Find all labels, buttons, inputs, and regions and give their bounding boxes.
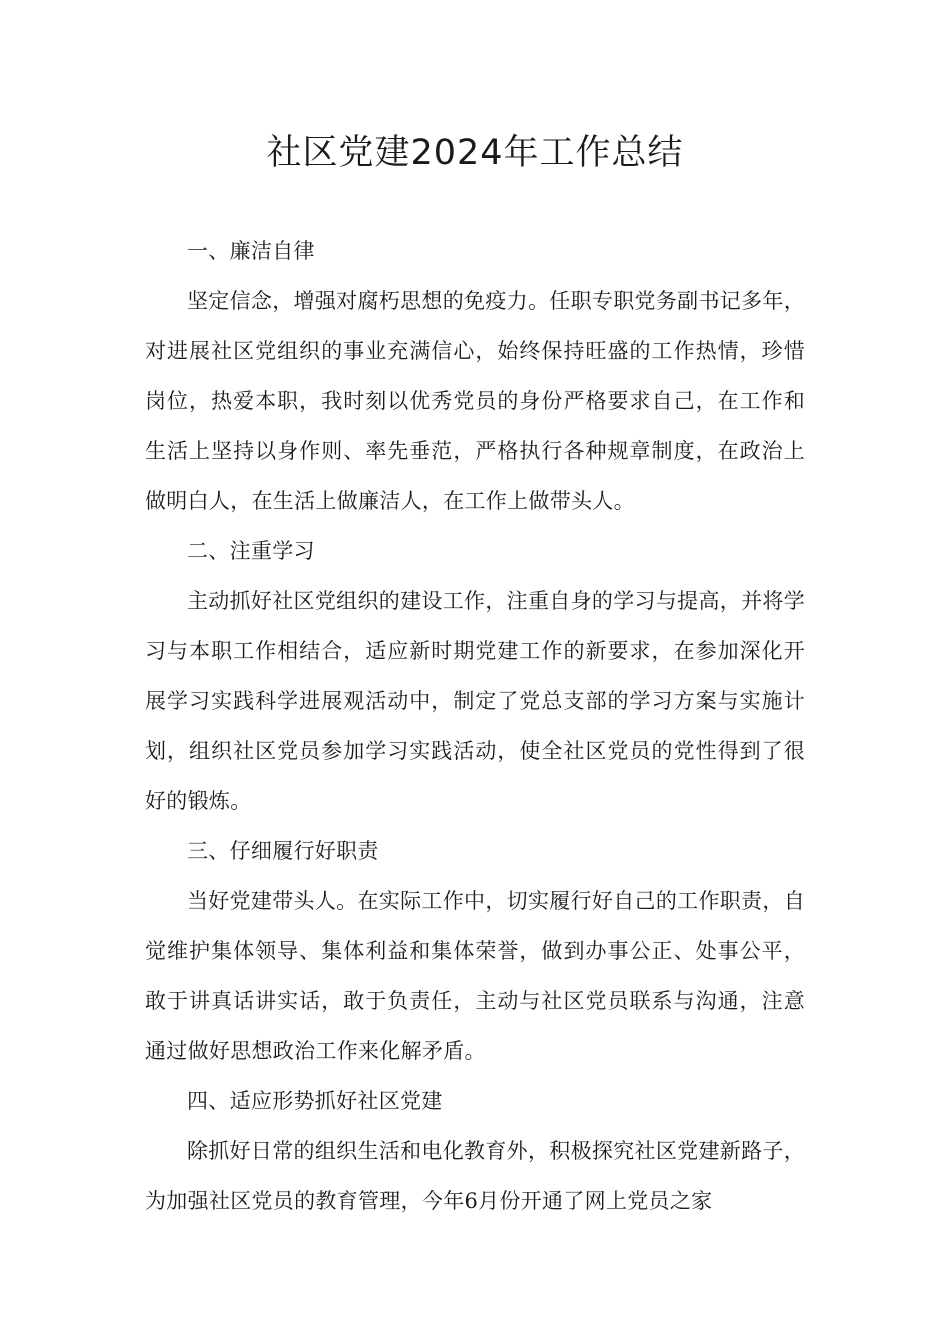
section-heading-4: 四、适应形势抓好社区党建 (187, 1089, 443, 1113)
paragraph-4: 除抓好日常的组织生活和电化教育外，积极探究社区党建新路子，为加强社区党员的教育管理，今年6月份开通了网上党员之家 (145, 1139, 805, 1213)
paragraph-1: 坚定信念，增强对腐朽思想的免疫力。任职专职党务副书记多年，对进展社区党组织的事业充满信心，始终保持旺盛的工作热情，珍惜岗位，热爱本职，我时刻以优秀党员的身份严格要求自己，在工作和生活上坚持以身作则、率先垂范，严格执行各种规章制度，在政治上做明白人，在生活上做廉洁人，在工作上做带头人。 (145, 289, 805, 513)
section-heading-3: 三、仔细履行好职责 (187, 839, 379, 863)
document-body (145, 226, 805, 1226)
section-heading-2: 二、注重学习 (187, 539, 315, 563)
paragraph-2: 主动抓好社区党组织的建设工作，注重自身的学习与提高，并将学习与本职工作相结合，适应新时期党建工作的新要求，在参加深化开展学习实践科学进展观活动中，制定了党总支部的学习方案与实施计划，组织社区党员参加学习实践活动，使全社区党员的党性得到了很好的锻炼。 (145, 589, 805, 813)
paragraph-3: 当好党建带头人。在实际工作中，切实履行好自己的工作职责，自觉维护集体领导、集体利益和集体荣誉，做到办事公正、处事公平，敢于讲真话讲实话，敢于负责任，主动与社区党员联系与沟通，注意通过做好思想政治工作来化解矛盾。 (145, 889, 805, 1063)
document-title: 社区党建2024年工作总结 (266, 133, 684, 173)
section-heading-1: 一、廉洁自律 (187, 239, 315, 263)
